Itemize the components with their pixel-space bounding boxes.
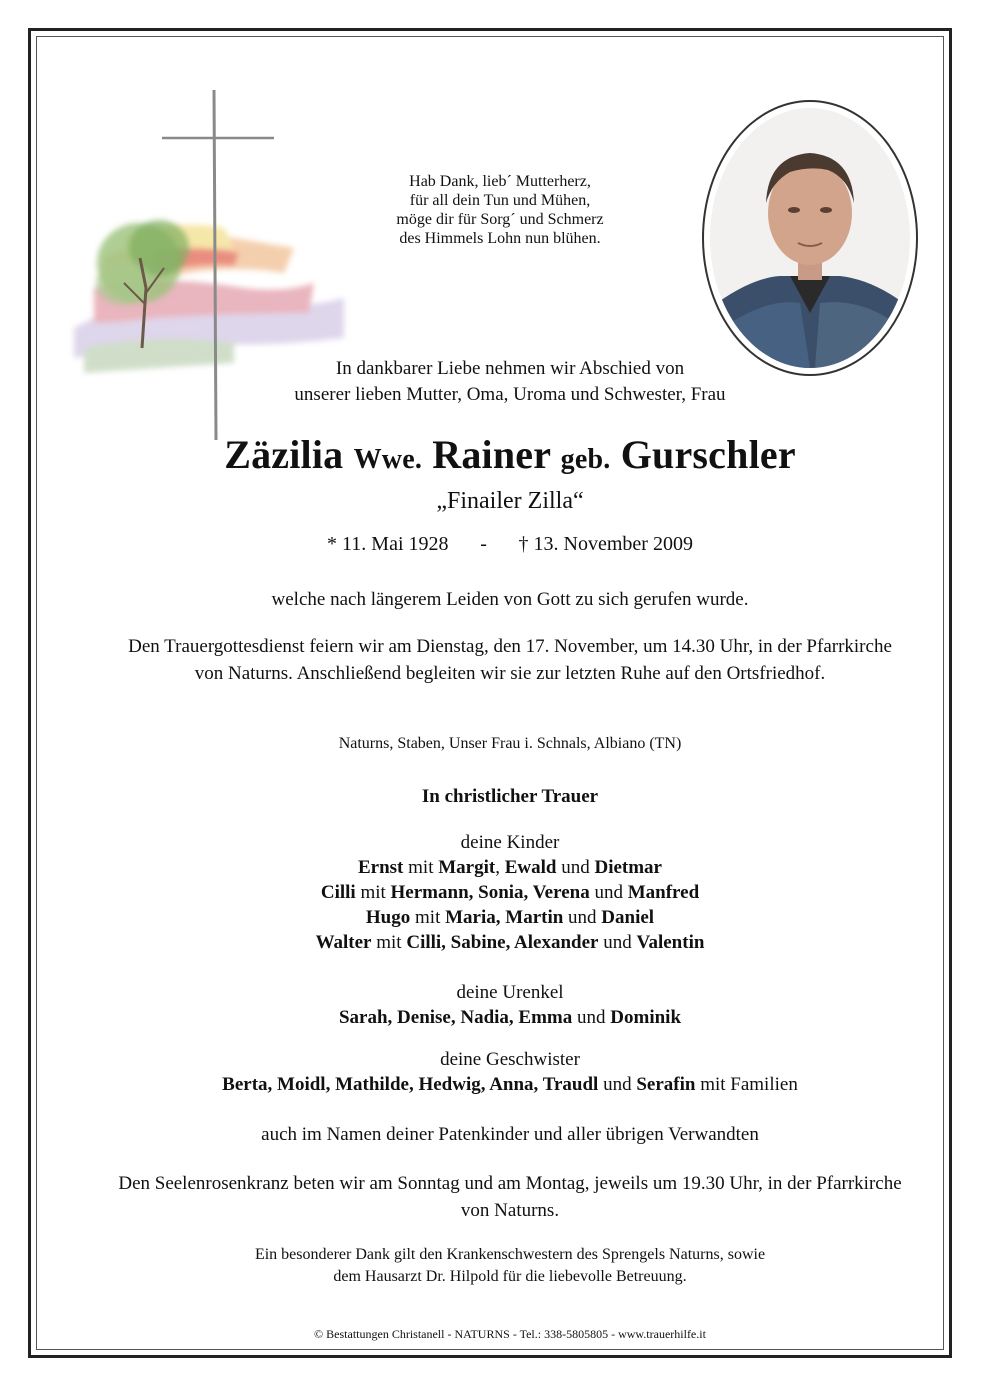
first-name: Zäzilia [224,432,344,477]
children-line: Walter mit Cilli, Sabine, Alexander und Valentin [315,932,705,953]
footer-credit: © Bestattungen Christanell - NATURNS - Tel.: 338-5805805 - www.trauerhilfe.it [314,1327,706,1341]
children-line: Ernst mit Margit, Ewald und Dietmar [357,857,662,878]
poem-line: für all dein Tun und Mühen, [409,192,591,209]
siblings-label: deine Geschwister [440,1049,580,1070]
children-list [90,830,930,955]
siblings-list [90,1047,930,1097]
nickname: „Finailer Zilla“ [436,488,584,514]
great-grandchildren-list [90,980,930,1030]
death-date: † 13. November 2009 [518,533,693,555]
portrait-photo [710,108,910,368]
thanks-line: Ein besonderer Dank gilt den Krankenschwestern des Sprengels Naturns, sowie [254,1246,766,1263]
service-text: Den Trauergottesdienst feiern wir am Dienstag, den 17. November, um 14.30 Uhr, in der Pfarrkirche von Naturns. Anschließend begleiten wir sie zur letzten Ruhe auf den Ortsfriedhof. [128,636,892,684]
places-text: Naturns, Staben, Unser Frau i. Schnals, Albiano (TN) [338,735,682,752]
birth-date: * 11. Mai 1928 [327,533,449,555]
poem-line: möge dir für Sorg´ und Schmerz [396,211,604,228]
poem-line: Hab Dank, lieb´ Mutterherz, [409,173,591,190]
life-dates [90,530,930,558]
siblings-names: Berta, Moidl, Mathilde, Hedwig, Anna, Traudl und Serafin mit Familien [222,1074,798,1095]
intro-line: In dankbarer Liebe nehmen wir Abschied von [335,358,685,379]
born-label: geb. [560,444,611,475]
intro-text [90,356,930,408]
behalf-text: auch im Namen deiner Patenkinder und aller übrigen Verwandten [261,1124,759,1145]
intro-line: unserer lieben Mutter, Oma, Uroma und Schwester, Frau [294,384,726,405]
mourning-heading: In christlicher Trauer [421,786,599,807]
thanks-line: dem Hausarzt Dr. Hilpold für die liebevolle Betreuung. [333,1268,687,1285]
date-separator: - [480,533,487,555]
great-grandchildren-label: deine Urenkel [456,982,564,1003]
portrait-frame [702,100,918,376]
great-grandchildren-names: Sarah, Denise, Nadia, Emma und Dominik [338,1007,682,1028]
poem-line: des Himmels Lohn nun blühen. [399,230,601,247]
maiden-name: Gurschler [620,432,796,477]
children-label: deine Kinder [460,832,560,853]
widow-title: Wwe. [353,444,423,475]
children-line: Hugo mit Maria, Martin und Daniel [365,907,655,928]
deceased-name [90,430,930,485]
children-line: Cilli mit Hermann, Sonia, Verena und Manfred [320,882,700,903]
rosary-text: Den Seelenrosenkranz beten wir am Sonntag und am Montag, jeweils um 19.30 Uhr, in der Pfarrkirche von Naturns. [118,1173,902,1221]
thanks-text [90,1244,930,1288]
last-name: Rainer [432,432,551,477]
poem [350,172,650,248]
called-text: welche nach längerem Leiden von Gott zu sich gerufen wurde. [271,589,749,610]
